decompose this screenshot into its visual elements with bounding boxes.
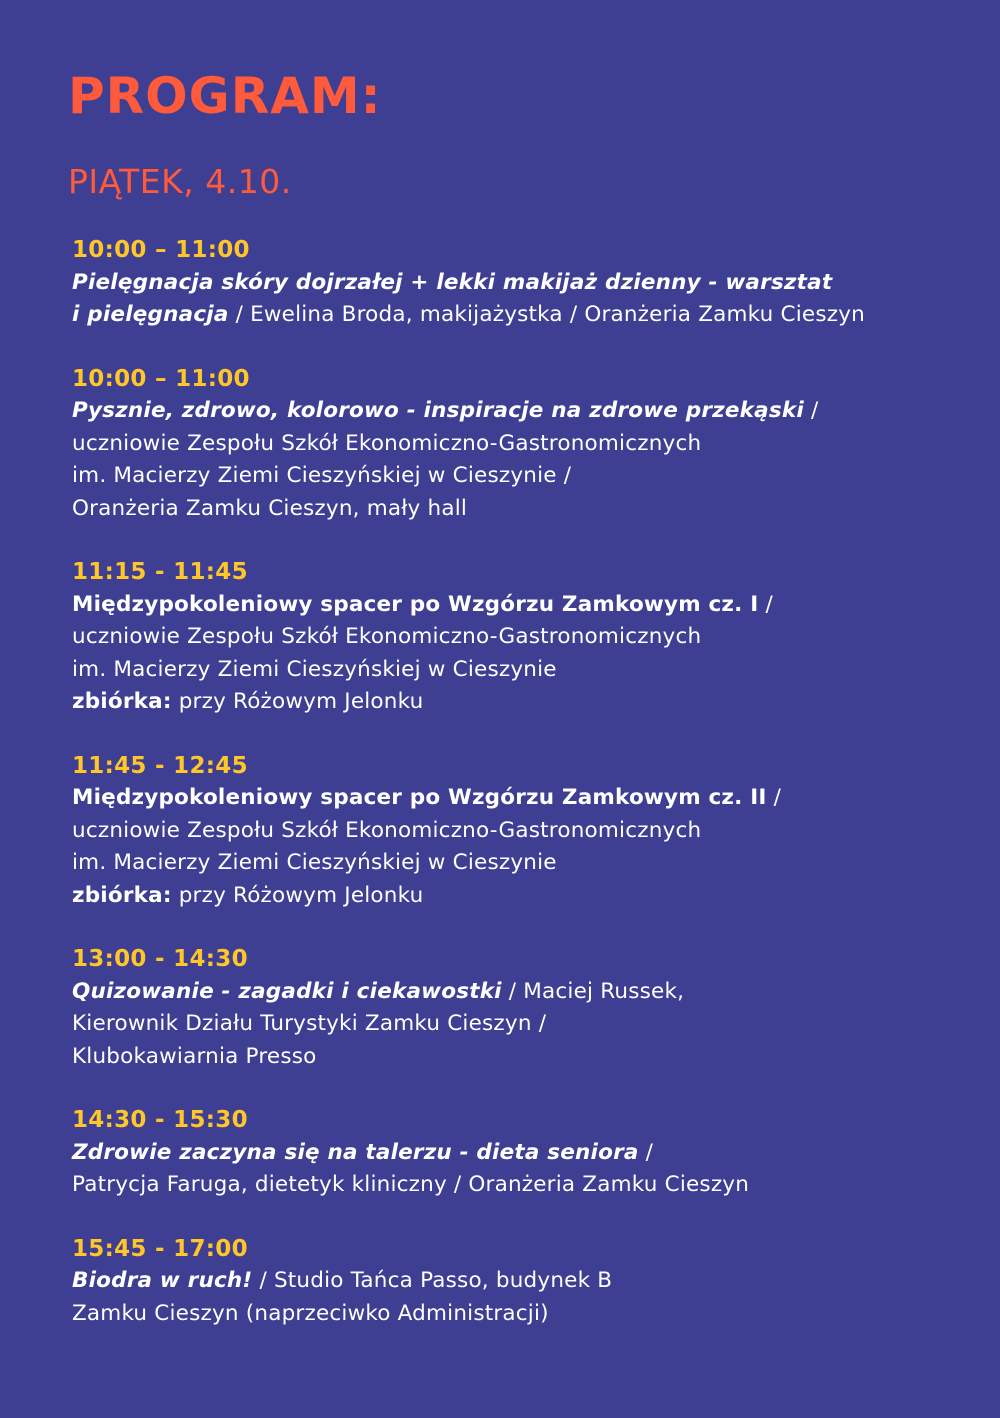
event-line: Zamku Cieszyn (naprzeciwko Administracji) bbox=[72, 1300, 549, 1326]
event-time: 13:00 - 14:30 bbox=[72, 946, 248, 972]
event-details: / Ewelina Broda, makijażystka / Oranżeria Zamku Cieszyn bbox=[228, 302, 865, 327]
event-details: / Studio Tańca Passo, budynek B bbox=[252, 1268, 613, 1293]
day-heading: PIĄTEK, 4.10. bbox=[68, 162, 292, 201]
event-title: i pielęgnacja bbox=[72, 302, 229, 327]
event-item bbox=[72, 943, 972, 1073]
event-line: im. Macierzy Ziemi Cieszyńskiej w Cieszynie bbox=[72, 850, 557, 875]
event-line bbox=[72, 976, 972, 1009]
event-line bbox=[72, 299, 972, 332]
event-title: Quizowanie - zagadki i ciekawostki bbox=[72, 978, 502, 1004]
event-details: / bbox=[758, 591, 773, 617]
event-title: Międzypokoleniowy spacer po Wzgórzu Zamkowym cz. I bbox=[72, 591, 759, 617]
meeting-point: przy Różowym Jelonku bbox=[171, 882, 424, 908]
event-line bbox=[72, 1265, 972, 1298]
event-line: Kierownik Działu Turystyki Zamku Cieszyn / bbox=[72, 1011, 547, 1036]
event-description bbox=[72, 395, 972, 525]
event-description bbox=[72, 976, 972, 1074]
event-details: / Maciej Russek, bbox=[501, 978, 685, 1004]
event-time: 14:30 - 15:30 bbox=[72, 1107, 248, 1133]
meeting-point-label: zbiórka: bbox=[72, 689, 172, 714]
event-description bbox=[72, 1137, 972, 1202]
event-description bbox=[72, 589, 972, 719]
event-description bbox=[72, 267, 972, 332]
event-item bbox=[72, 1233, 972, 1331]
event-list bbox=[72, 234, 972, 1361]
event-line: uczniowie Zespołu Szkół Ekonomiczno-Gastronomicznych bbox=[72, 817, 702, 843]
meeting-point-label: zbiórka: bbox=[72, 882, 172, 908]
event-item bbox=[72, 234, 972, 332]
event-line bbox=[72, 589, 972, 622]
event-line bbox=[72, 686, 972, 719]
event-line bbox=[72, 782, 972, 815]
event-line: uczniowie Zespołu Szkół Ekonomiczno-Gastronomicznych bbox=[72, 430, 702, 456]
event-item bbox=[72, 750, 972, 913]
event-title: Zdrowie zaczyna się na talerzu - dieta seniora bbox=[72, 1139, 639, 1165]
event-time: 15:45 - 17:00 bbox=[72, 1235, 248, 1262]
event-line: Oranżeria Zamku Cieszyn, mały hall bbox=[72, 495, 468, 521]
event-time: 10:00 – 11:00 bbox=[72, 237, 250, 263]
event-line bbox=[72, 880, 972, 913]
event-line: im. Macierzy Ziemi Cieszyńskiej w Cieszynie bbox=[72, 656, 557, 682]
event-details: / bbox=[638, 1139, 654, 1165]
event-description bbox=[72, 1265, 972, 1330]
event-line: uczniowie Zespołu Szkół Ekonomiczno-Gastronomicznych bbox=[72, 624, 702, 649]
event-time: 10:00 – 11:00 bbox=[72, 365, 250, 392]
event-line: im. Macierzy Ziemi Cieszyńskiej w Cieszynie / bbox=[72, 463, 572, 488]
event-item bbox=[72, 556, 972, 719]
event-time: 11:45 - 12:45 bbox=[72, 752, 248, 779]
event-line bbox=[72, 395, 972, 428]
event-line: Patrycja Faruga, dietetyk kliniczny / Oranżeria Zamku Cieszyn bbox=[72, 1172, 750, 1197]
event-item bbox=[72, 363, 972, 526]
meeting-point: przy Różowym Jelonku bbox=[171, 689, 424, 714]
event-title: Pielęgnacja skóry dojrzałej + lekki makijaż dzienny - warsztat bbox=[72, 269, 833, 295]
event-line: Klubokawiarnia Presso bbox=[72, 1043, 317, 1069]
event-description bbox=[72, 782, 972, 912]
event-line bbox=[72, 1137, 972, 1170]
event-title: Biodra w ruch! bbox=[72, 1268, 253, 1293]
event-details: / bbox=[803, 398, 819, 423]
program-heading: PROGRAM: bbox=[68, 67, 382, 125]
event-line bbox=[72, 267, 972, 300]
event-details: / bbox=[766, 785, 782, 810]
event-title: Pysznie, zdrowo, kolorowo - inspiracje na zdrowe przekąski bbox=[72, 398, 804, 423]
event-item bbox=[72, 1104, 972, 1202]
event-title: Międzypokoleniowy spacer po Wzgórzu Zamkowym cz. II bbox=[72, 785, 767, 810]
event-time: 11:15 - 11:45 bbox=[72, 559, 248, 585]
